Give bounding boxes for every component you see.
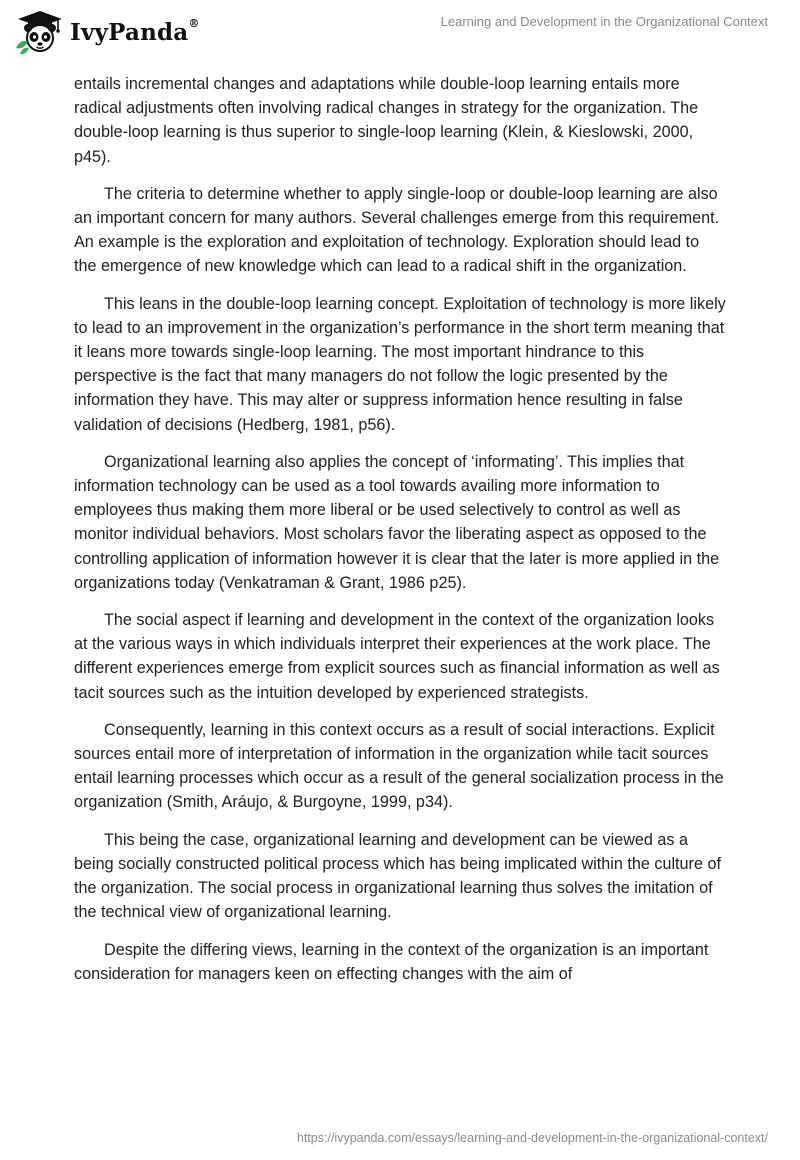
paragraph-2: The criteria to determine whether to apply single-loop or double-loop learning are also an important concern for many authors. Several challenges emerge from this requirement. An example is the exploration and exploitation of technology. Exploration should lead to the emergence of new knowledge which can lead to a radical shift in the organization. <box>74 184 720 276</box>
paragraph-8: Despite the differing views, learning in the context of the organization is an important consideration for managers keen on effecting changes with the aim of <box>74 940 709 983</box>
brand-name: IvyPanda® <box>70 16 200 46</box>
paragraph-1: entails incremental changes and adaptations while double-loop learning entails more radical adjustments often involving radical changes in strategy for the organization. The double-loop learning is thus superior to single-loop learning (Klein, & Kieslowski, 2000, p45). <box>74 75 699 166</box>
paragraph-5: The social aspect if learning and development in the context of the organization looks at the various ways in which individuals interpret their experiences at the work place. The different experiences emerge from explicit sources such as financial information as well as tacit sources such as the intuition developed by experienced strategists. <box>74 611 720 702</box>
paragraph-7: This being the case, organizational learning and development can be viewed as a being socially constructed political process which has being implicated within the culture of the organization. The social process in organizational learning thus solves the imitation of the technical view of organizational learning. <box>74 830 721 922</box>
document-title: Learning and Development in the Organizational Context <box>440 14 768 29</box>
paragraph-6: Consequently, learning in this context occurs as a result of social interactions. Explicit sources entail more of interpretation of information in the organization while tacit sources entail learning processes which occur as a result of the general socialization process in the organization (Smith, Aráujo, & Burgoyne, 1999, p34). <box>74 720 724 812</box>
essay-body <box>74 72 726 999</box>
page-header <box>0 0 800 64</box>
registered-mark: ® <box>188 16 200 30</box>
paragraph-4: Organizational learning also applies the concept of ‘informating’. This implies that information technology can be used as a tool towards availing more information to employees thus making them more liberal or be used selectively to control as well as monitor individual behaviors. Most scholars favor the liberating aspect as opposed to the controlling application of information however it is clear that the later is more applied in the organizations today (Venkatraman & Grant, 1986 p25). <box>74 452 720 592</box>
panda-graduation-cap-icon <box>14 8 66 56</box>
paragraph-3: This leans in the double-loop learning concept. Exploitation of technology is more likely to lead to an improvement in the organization’s performance in the short term meaning that it leans more towards single-loop learning. The most important hindrance to this perspective is the fact that many managers do not follow the logic presented by the information they have. This may alter or suppress information hence resulting in false validation of decisions (Hedberg, 1981, p56). <box>74 294 726 434</box>
ivypanda-logo[interactable] <box>14 10 200 54</box>
source-url[interactable]: https://ivypanda.com/essays/learning-and-development-in-the-organizational-context/ <box>296 1131 768 1145</box>
